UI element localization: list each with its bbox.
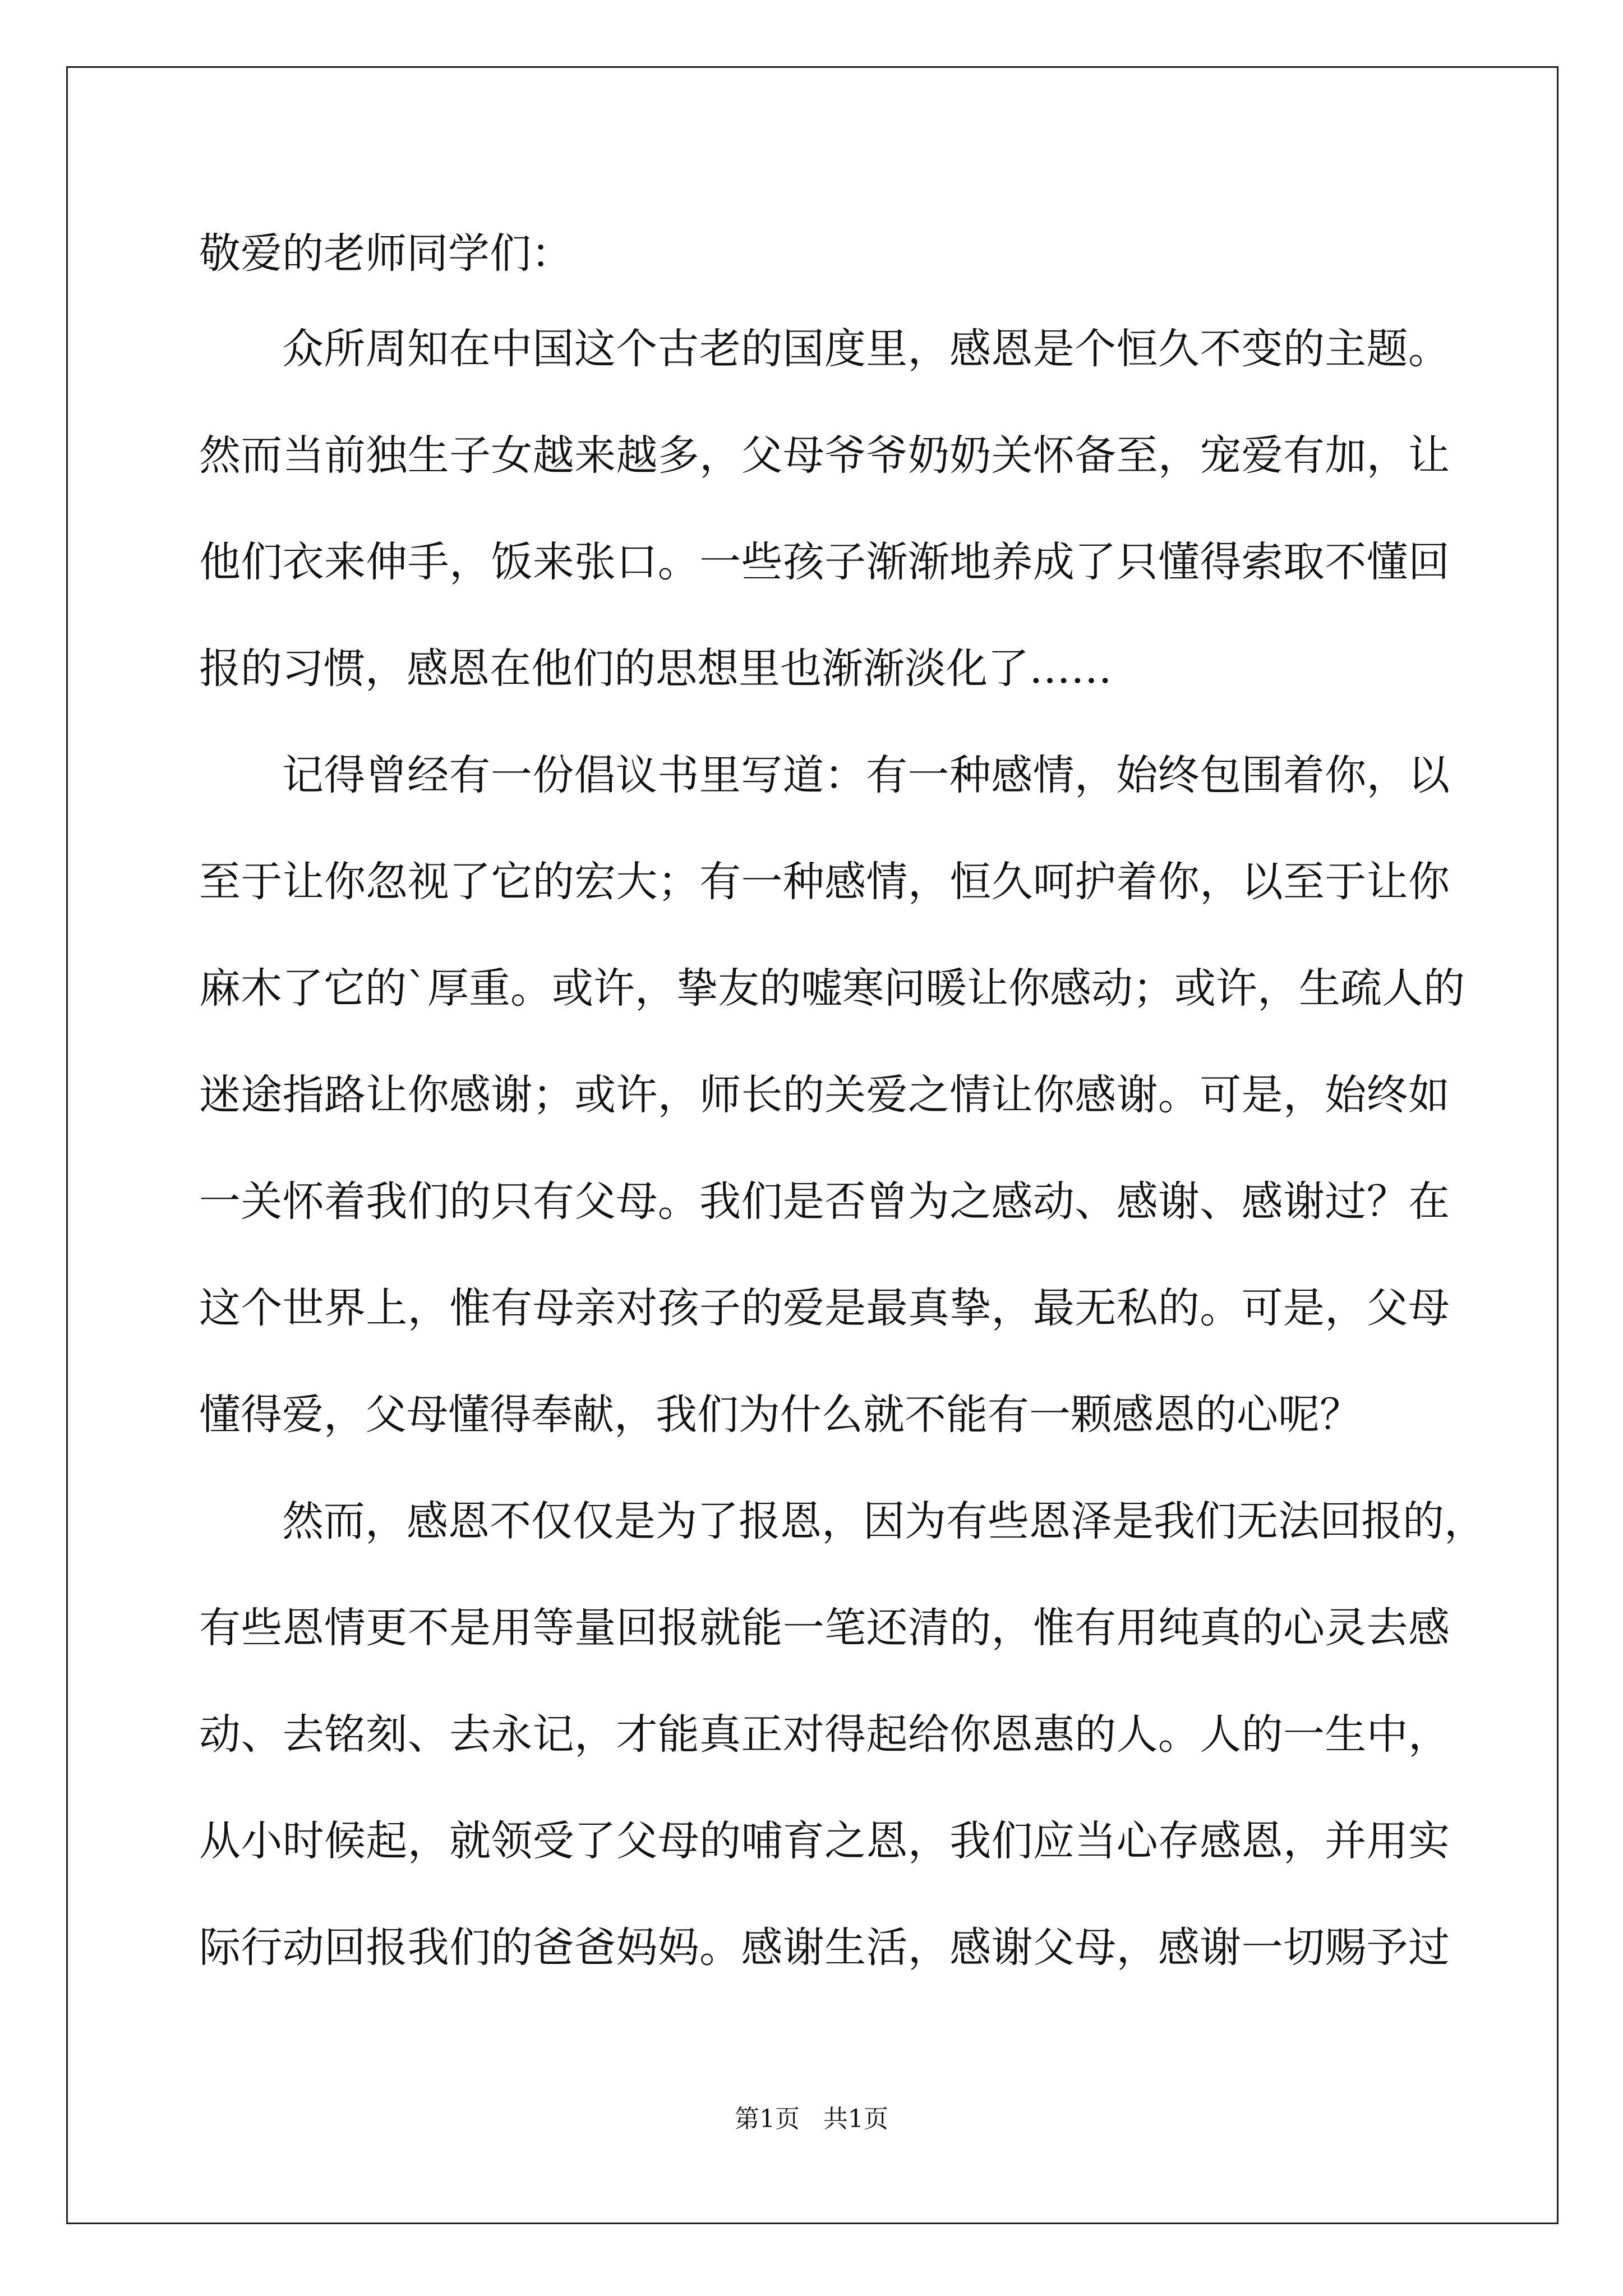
paragraph-3-line-1: 然而，感恩不仅仅是为了报恩，因为有些恩泽是我们无法回报的，: [282, 1497, 1486, 1545]
greeting: 敬爱的老师同学们：: [199, 229, 573, 278]
paragraph-3-line-4: 从小时候起，就领受了父母的哺育之恩，我们应当心存感恩，并用实: [199, 1817, 1450, 1865]
paragraph-2-line-3: 麻木了它的`厚重。或许，挚友的嘘寒问暖让你感动；或许，生疏人的: [199, 964, 1465, 1013]
paragraph-1-line-2: 然而当前独生子女越来越多，父母爷爷奶奶关怀备至，宠爱有加，让: [199, 431, 1450, 480]
paragraph-2-line-6: 这个世界上，惟有母亲对孩子的爱是最真挚，最无私的。可是，父母: [199, 1284, 1450, 1332]
paragraph-2-line-7: 懂得爱，父母懂得奉献，我们为什么就不能有一颗感恩的心呢？: [199, 1391, 1361, 1439]
page-number: 第1页 共1页: [735, 2105, 888, 2133]
paragraph-3-line-2: 有些恩情更不是用等量回报就能一笔还清的，惟有用纯真的心灵去感: [199, 1604, 1450, 1652]
page-border: [66, 66, 1559, 2224]
paragraph-1-line-3: 他们衣来伸手，饭来张口。一些孩子渐渐地养成了只懂得索取不懂回: [199, 538, 1450, 586]
paragraph-1-line-1: 众所周知在中国这个古老的国度里，感恩是个恒久不变的主题。: [282, 325, 1450, 373]
paragraph-2-line-1: 记得曾经有一份倡议书里写道：有一种感情，始终包围着你，以: [282, 751, 1450, 799]
paragraph-2-line-4: 迷途指路让你感谢；或许，师长的关爱之情让你感谢。可是，始终如: [199, 1071, 1450, 1119]
paragraph-3-line-3: 动、去铭刻、去永记，才能真正对得起给你恩惠的人。人的一生中，: [199, 1710, 1450, 1759]
paragraph-1-line-4: 报的习惯，感恩在他们的思想里也渐渐淡化了……: [199, 645, 1112, 693]
paragraph-2-line-5: 一关怀着我们的只有父母。我们是否曾为之感动、感谢、感谢过？在: [199, 1177, 1450, 1226]
paragraph-2-line-2: 至于让你忽视了它的宏大；有一种感情，恒久呵护着你，以至于让你: [199, 858, 1450, 906]
paragraph-3-line-5: 际行动回报我们的爸爸妈妈。感谢生活，感谢父母，感谢一切赐予过: [199, 1924, 1450, 1972]
